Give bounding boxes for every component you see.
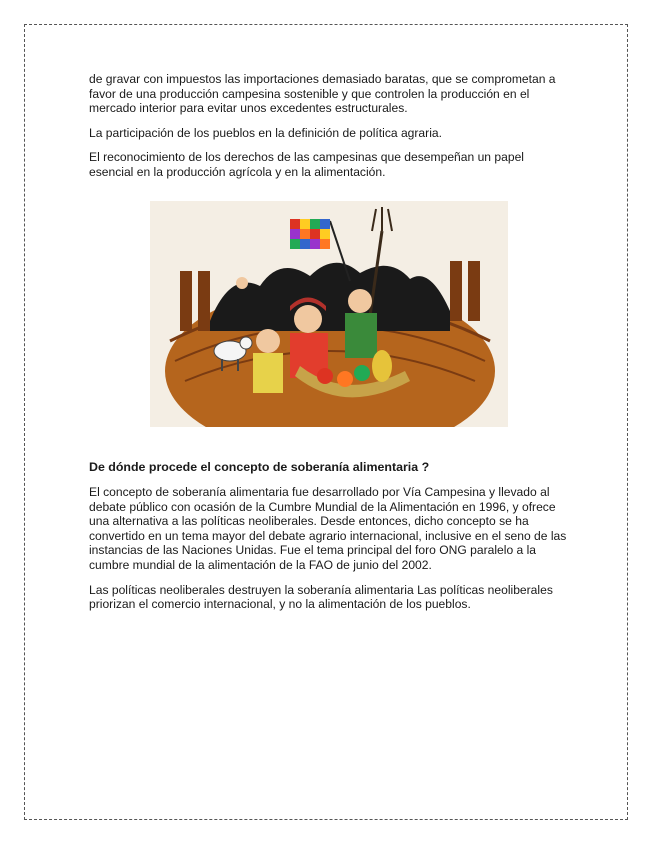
top-text-block — [89, 72, 567, 190]
paragraph-5: Las políticas neoliberales destruyen la soberanía alimentaria Las políticas neoliberales priorizan el comercio internacional, y no la alimentación de los pueblos. — [89, 582, 553, 612]
bottom-text-block — [89, 460, 567, 622]
paragraph-2: La participación de los pueblos en la definición de política agraria. — [89, 125, 442, 140]
paragraph-4: El concepto de soberanía alimentaria fue desarrollado por Vía Campesina y llevado al debate público con ocasión de la Cumbre Mundial de la Alimentación en 1996, y ofrece una alternativa a las políticas neoliberales. Desde entonces, dicho concepto se ha convertido en un tema mayor del debate agrario internacional, inclusive en el seno de las instancias de las Naciones Unidas. Fue el tema principal del foro ONG paralelo a la cumbre mundial de la alimentación de la FAO de junio del 2002. — [89, 485, 567, 572]
paragraph-1: de gravar con impuestos las importaciones demasiado baratas, que se comprometan a favor de una producción campesina sostenible y que controlen la producción en el mercado interior para evitar unos excedentes estructurales. — [89, 72, 556, 116]
paragraph-3: El reconocimiento de los derechos de las campesinas que desempeñan un papel esencial en la producción agrícola y en la alimentación. — [89, 150, 524, 179]
farmers-illustration-icon — [150, 201, 508, 427]
section-heading: De dónde procede el concepto de soberanía alimentaria ? — [89, 460, 430, 474]
